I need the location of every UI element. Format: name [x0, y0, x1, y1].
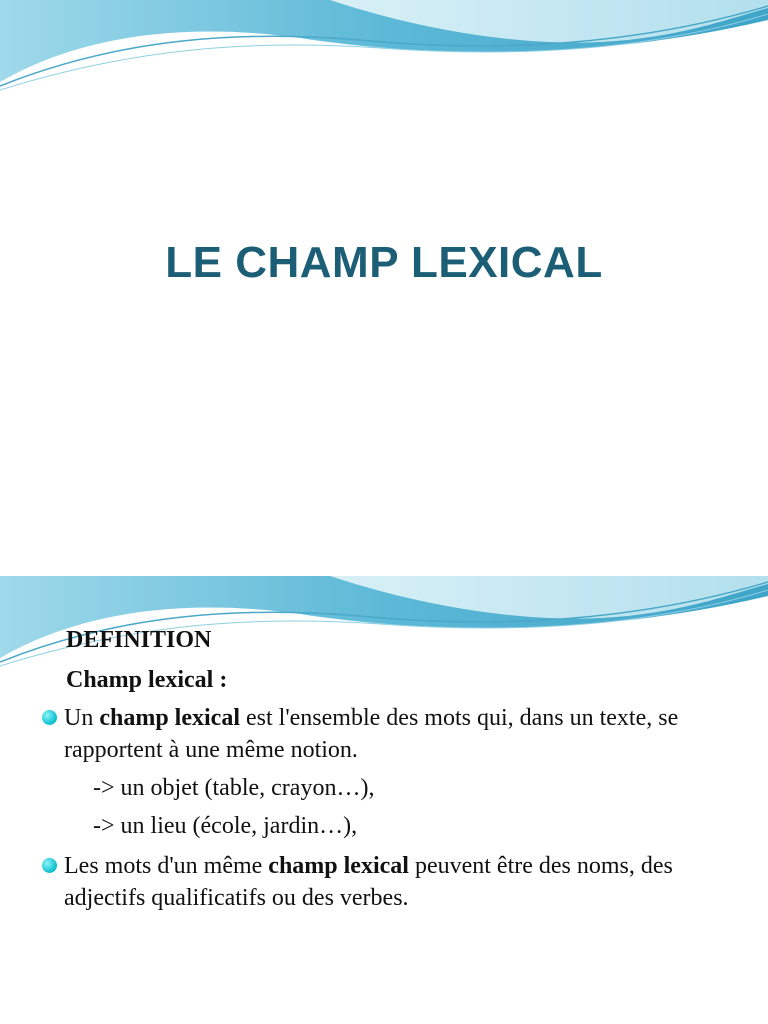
bullet1-after: est l'ensemble des mots qui, dans un texte, se rapportent à une même notion.	[64, 705, 679, 763]
champ-lexical-heading: Champ lexical :	[66, 667, 228, 693]
bullet2-before: Les mots d'un même	[64, 853, 269, 879]
bullet-definition	[64, 702, 718, 766]
bullet1-bold: champ lexical	[99, 705, 240, 731]
bullet-icon	[42, 858, 57, 873]
bullet-icon	[42, 710, 57, 725]
bullet1-before: Un	[64, 705, 100, 731]
bullet-word-types	[64, 850, 718, 914]
definition-heading: DEFINITION	[66, 627, 212, 653]
bullet2-bold: champ lexical	[268, 853, 409, 879]
bullet2-after: peuvent être des noms, des adjectifs qualificatifs ou des verbes.	[64, 853, 673, 911]
slide-content	[0, 620, 768, 914]
wave-decoration	[0, 0, 768, 110]
example-place: -> un lieu (école, jardin…),	[93, 813, 358, 839]
example-object: -> un objet (table, crayon…),	[93, 775, 375, 801]
slide-title: LE CHAMP LEXICAL	[165, 238, 603, 287]
definition-slide	[0, 576, 768, 1024]
